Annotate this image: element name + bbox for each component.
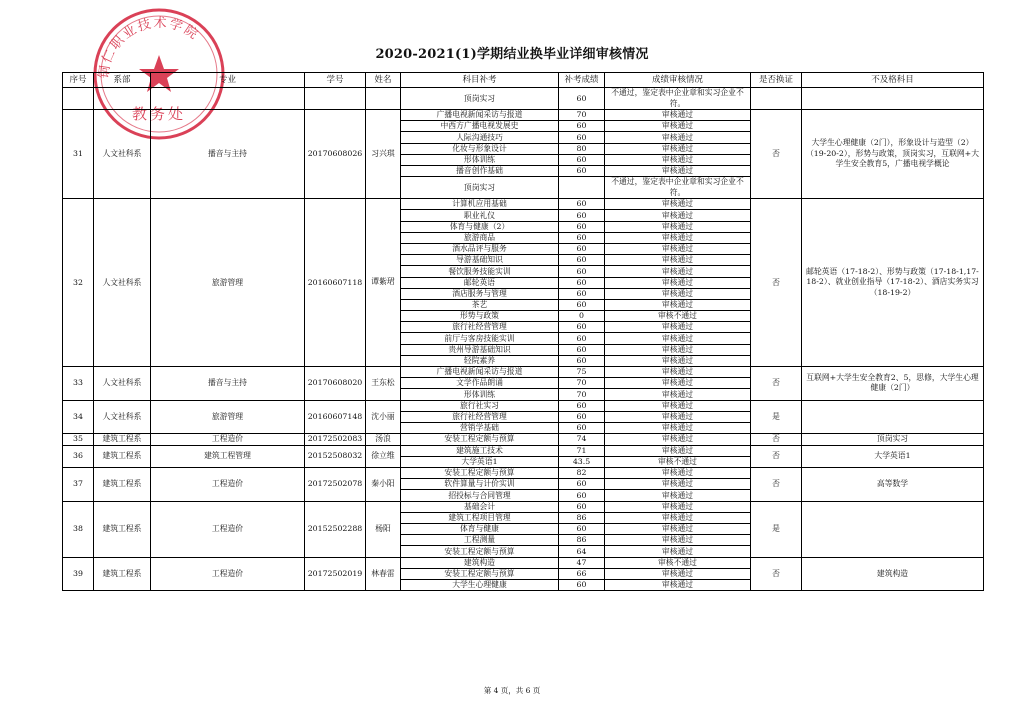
page-footer: 第 4 页，共 6 页 — [483, 686, 541, 695]
cell-score: 80 — [559, 143, 605, 154]
cell-major: 播音与主持 — [151, 367, 305, 401]
cell-subject: 酒水品评与服务 — [401, 243, 559, 254]
cell-review: 审核通过 — [605, 355, 751, 366]
cell-student-id: 20152502288 — [305, 501, 366, 557]
cell-score: 60 — [559, 422, 605, 433]
cell-subject: 计算机应用基础 — [401, 199, 559, 210]
cell-score: 86 — [559, 535, 605, 546]
cell-score: 60 — [559, 400, 605, 411]
cell-score: 60 — [559, 121, 605, 132]
cell-failed-subjects: 大学生心理健康（2门），形象设计与造型（2）（19-20-2），形势与政策，顶岗实习，互联网+大学生安全教育5，广播电视学概论 — [802, 110, 984, 199]
cell-subject: 轻院素养 — [401, 355, 559, 366]
cell-score: 60 — [559, 501, 605, 512]
cell-subject: 体育与健康（2） — [401, 221, 559, 232]
cell-review: 审核通过 — [605, 299, 751, 310]
cell-score: 60 — [559, 411, 605, 422]
cell-score: 60 — [559, 221, 605, 232]
cell-review: 审核通过 — [605, 165, 751, 176]
cell-seq: 35 — [63, 434, 94, 446]
table-row — [63, 199, 984, 210]
cell-failed-subjects — [802, 400, 984, 434]
cell-student-id: 20160607148 — [305, 400, 366, 434]
table-row — [63, 400, 984, 411]
header-failed: 不及格科目 — [802, 73, 984, 88]
svg-text:铜仁职业技术学院: 铜仁职业技术学院 — [96, 15, 202, 80]
cell-major: 工程造价 — [151, 557, 305, 591]
cell-failed-subjects — [802, 501, 984, 557]
cell-subject: 旅行社经营管理 — [401, 411, 559, 422]
cell-major: 播音与主持 — [151, 110, 305, 199]
table-body — [63, 88, 984, 591]
cell-score: 60 — [559, 288, 605, 299]
table-row — [63, 110, 984, 121]
cell-score: 60 — [559, 333, 605, 344]
cell-swap: 否 — [751, 367, 802, 401]
cell-review: 审核通过 — [605, 255, 751, 266]
cell-subject: 大学生心理健康 — [401, 579, 559, 590]
cell-major: 旅游管理 — [151, 199, 305, 367]
cell-student-name: 谭紫珺 — [366, 199, 401, 367]
cell-score: 60 — [559, 299, 605, 310]
table-row — [63, 501, 984, 512]
cell-subject: 体育与健康 — [401, 523, 559, 534]
cell-review: 审核通过 — [605, 277, 751, 288]
cell-review: 审核通过 — [605, 132, 751, 143]
header-swap: 是否换证 — [751, 73, 802, 88]
cell-score: 74 — [559, 434, 605, 446]
cell-score: 60 — [559, 355, 605, 366]
cell-review: 审核通过 — [605, 121, 751, 132]
table-row — [63, 88, 984, 110]
cell-score: 60 — [559, 132, 605, 143]
cell-review: 审核通过 — [605, 154, 751, 165]
cell-review: 审核通过 — [605, 243, 751, 254]
cell-score: 60 — [559, 322, 605, 333]
cell-subject: 化妆与形象设计 — [401, 143, 559, 154]
cell-subject: 餐饮服务技能实训 — [401, 266, 559, 277]
cell-major: 工程造价 — [151, 501, 305, 557]
cell-swap: 是 — [751, 501, 802, 557]
cell-swap — [751, 88, 802, 110]
cell-review: 审核通过 — [605, 490, 751, 501]
cell-review: 审核通过 — [605, 422, 751, 433]
cell-score: 60 — [559, 210, 605, 221]
cell-subject: 招投标与合同管理 — [401, 490, 559, 501]
cell-review: 审核通过 — [605, 210, 751, 221]
cell-major: 旅游管理 — [151, 400, 305, 434]
header-row — [63, 73, 984, 88]
cell-score: 60 — [559, 255, 605, 266]
cell-student-id: 20172502078 — [305, 468, 366, 502]
cell-score: 60 — [559, 154, 605, 165]
header-score: 补考成绩 — [559, 73, 605, 88]
cell-review: 审核通过 — [605, 400, 751, 411]
cell-student-name: 沈小丽 — [366, 400, 401, 434]
cell-student-name: 杨阳 — [366, 501, 401, 557]
cell-subject: 形体训练 — [401, 389, 559, 400]
cell-review: 审核通过 — [605, 468, 751, 479]
cell-student-name: 汤浪 — [366, 434, 401, 446]
cell-score: 60 — [559, 199, 605, 210]
cell-review: 审核通过 — [605, 110, 751, 121]
cell-subject: 基础会计 — [401, 501, 559, 512]
cell-score: 70 — [559, 389, 605, 400]
cell-subject: 前厅与客房技能实训 — [401, 333, 559, 344]
header-dept: 系部 — [94, 73, 151, 88]
cell-score: 60 — [559, 266, 605, 277]
svg-text:教务处: 教务处 — [131, 105, 187, 123]
cell-subject: 工程测量 — [401, 535, 559, 546]
cell-subject: 安装工程定额与预算 — [401, 434, 559, 446]
cell-review: 审核通过 — [605, 221, 751, 232]
cell-score: 60 — [559, 479, 605, 490]
cell-swap: 否 — [751, 557, 802, 591]
cell-seq: 33 — [63, 367, 94, 401]
cell-subject: 安装工程定额与预算 — [401, 468, 559, 479]
cell-subject: 软件算量与计价实训 — [401, 479, 559, 490]
cell-seq: 31 — [63, 110, 94, 199]
cell-seq: 38 — [63, 501, 94, 557]
cell-review: 审核通过 — [605, 445, 751, 456]
cell-dept: 人文社科系 — [94, 199, 151, 367]
cell-swap: 是 — [751, 400, 802, 434]
cell-subject: 形势与政策 — [401, 311, 559, 322]
table-row — [63, 445, 984, 456]
cell-subject: 文学作品朗诵 — [401, 378, 559, 389]
cell-review: 审核通过 — [605, 501, 751, 512]
cell-subject: 酒店服务与管理 — [401, 288, 559, 299]
header-name: 姓名 — [366, 73, 401, 88]
cell-score — [559, 177, 605, 199]
cell-subject: 顶岗实习 — [401, 88, 559, 110]
cell-review: 审核通过 — [605, 568, 751, 579]
cell-student-name: 徐立维 — [366, 445, 401, 467]
cell-dept — [94, 88, 151, 110]
cell-dept: 建筑工程系 — [94, 557, 151, 591]
cell-student-id: 20152508032 — [305, 445, 366, 467]
cell-score: 60 — [559, 277, 605, 288]
cell-subject: 形体训练 — [401, 154, 559, 165]
header-subject: 科目补考 — [401, 73, 559, 88]
cell-seq: 32 — [63, 199, 94, 367]
review-table — [62, 72, 984, 591]
header-review: 成绩审核情况 — [605, 73, 751, 88]
cell-review: 审核不通过 — [605, 456, 751, 467]
cell-score: 47 — [559, 557, 605, 568]
header-major: 专业 — [151, 73, 305, 88]
cell-failed-subjects: 大学英语1 — [802, 445, 984, 467]
cell-review: 审核通过 — [605, 266, 751, 277]
cell-student-id — [305, 88, 366, 110]
cell-seq: 37 — [63, 468, 94, 502]
cell-subject: 导游基础知识 — [401, 255, 559, 266]
cell-review: 审核通过 — [605, 512, 751, 523]
cell-student-name: 秦小阳 — [366, 468, 401, 502]
cell-failed-subjects: 建筑构造 — [802, 557, 984, 591]
cell-subject: 人际沟通技巧 — [401, 132, 559, 143]
cell-review: 审核不通过 — [605, 557, 751, 568]
cell-score: 75 — [559, 367, 605, 378]
table-row — [63, 557, 984, 568]
cell-review: 审核通过 — [605, 199, 751, 210]
cell-major: 建筑工程管理 — [151, 445, 305, 467]
cell-dept: 建筑工程系 — [94, 501, 151, 557]
cell-student-id: 20170608020 — [305, 367, 366, 401]
cell-failed-subjects: 邮轮英语（17-18-2）、形势与政策（17-18-1,17-18-2）、就业创业指导（17-18-2）、酒店实务实习（18-19-2） — [802, 199, 984, 367]
cell-score: 60 — [559, 165, 605, 176]
header-seq: 序号 — [63, 73, 94, 88]
cell-subject: 安装工程定额与预算 — [401, 546, 559, 557]
cell-dept: 人文社科系 — [94, 110, 151, 199]
cell-seq: 36 — [63, 445, 94, 467]
cell-review: 审核通过 — [605, 434, 751, 446]
cell-score: 70 — [559, 110, 605, 121]
cell-student-name: 习兴琪 — [366, 110, 401, 199]
cell-review: 审核通过 — [605, 322, 751, 333]
cell-major: 工程造价 — [151, 468, 305, 502]
cell-subject: 旅游商品 — [401, 232, 559, 243]
cell-review: 审核通过 — [605, 535, 751, 546]
cell-subject: 职业礼仪 — [401, 210, 559, 221]
cell-subject: 广播电视新闻采访与报道 — [401, 367, 559, 378]
cell-review: 审核通过 — [605, 411, 751, 422]
cell-seq — [63, 88, 94, 110]
cell-swap: 否 — [751, 199, 802, 367]
cell-score: 66 — [559, 568, 605, 579]
cell-student-id: 20170608026 — [305, 110, 366, 199]
cell-failed-subjects: 高等数学 — [802, 468, 984, 502]
table-row — [63, 367, 984, 378]
cell-dept: 建筑工程系 — [94, 445, 151, 467]
cell-score: 60 — [559, 523, 605, 534]
cell-swap: 否 — [751, 468, 802, 502]
cell-score: 64 — [559, 546, 605, 557]
cell-student-name — [366, 88, 401, 110]
cell-subject: 大学英语1 — [401, 456, 559, 467]
cell-review: 审核通过 — [605, 232, 751, 243]
cell-student-id: 20172502083 — [305, 434, 366, 446]
cell-subject: 中西方广播电视发展史 — [401, 121, 559, 132]
cell-score: 60 — [559, 88, 605, 110]
cell-subject: 建筑构造 — [401, 557, 559, 568]
cell-review: 审核通过 — [605, 378, 751, 389]
cell-review: 不通过，鉴定表中企业章和实习企业不符。 — [605, 88, 751, 110]
cell-subject: 顶岗实习 — [401, 177, 559, 199]
cell-major: 工程造价 — [151, 434, 305, 446]
cell-review: 审核通过 — [605, 479, 751, 490]
cell-student-id: 20172502019 — [305, 557, 366, 591]
cell-subject: 播音创作基础 — [401, 165, 559, 176]
cell-score: 86 — [559, 512, 605, 523]
cell-score: 0 — [559, 311, 605, 322]
cell-subject: 安装工程定额与预算 — [401, 568, 559, 579]
cell-subject: 邮轮英语 — [401, 277, 559, 288]
cell-review: 不通过，鉴定表中企业章和实习企业不符。 — [605, 177, 751, 199]
cell-student-name: 王东松 — [366, 367, 401, 401]
header-sid: 学号 — [305, 73, 366, 88]
cell-review: 审核不通过 — [605, 311, 751, 322]
cell-major — [151, 88, 305, 110]
cell-review: 审核通过 — [605, 367, 751, 378]
cell-score: 60 — [559, 344, 605, 355]
cell-review: 审核通过 — [605, 546, 751, 557]
cell-student-id: 20160607118 — [305, 199, 366, 367]
cell-swap: 否 — [751, 434, 802, 446]
cell-score: 60 — [559, 232, 605, 243]
cell-review: 审核通过 — [605, 333, 751, 344]
cell-subject: 广播电视新闻采访与报道 — [401, 110, 559, 121]
cell-swap: 否 — [751, 110, 802, 199]
cell-subject: 茶艺 — [401, 299, 559, 310]
cell-subject: 营销学基础 — [401, 422, 559, 433]
cell-seq: 39 — [63, 557, 94, 591]
cell-score: 70 — [559, 378, 605, 389]
cell-score: 60 — [559, 490, 605, 501]
cell-failed-subjects: 互联网+大学生安全教育2、5，思修，大学生心理健康（2门） — [802, 367, 984, 401]
cell-subject: 贵州导游基础知识 — [401, 344, 559, 355]
cell-student-name: 林春雷 — [366, 557, 401, 591]
cell-review: 审核通过 — [605, 288, 751, 299]
cell-swap: 否 — [751, 445, 802, 467]
cell-score: 71 — [559, 445, 605, 456]
cell-subject: 建筑施工技术 — [401, 445, 559, 456]
cell-subject: 建筑工程项目管理 — [401, 512, 559, 523]
cell-dept: 人文社科系 — [94, 367, 151, 401]
cell-failed-subjects: 顶岗实习 — [802, 434, 984, 446]
table-row — [63, 468, 984, 479]
document-title: 2020-2021(1)学期结业换毕业详细审核情况 — [375, 47, 649, 62]
cell-score: 60 — [559, 579, 605, 590]
table-row — [63, 434, 984, 446]
cell-score: 43.5 — [559, 456, 605, 467]
cell-subject: 旅行社实习 — [401, 400, 559, 411]
cell-seq: 34 — [63, 400, 94, 434]
cell-failed-subjects — [802, 88, 984, 110]
cell-review: 审核通过 — [605, 143, 751, 154]
cell-dept: 建筑工程系 — [94, 434, 151, 446]
cell-score: 82 — [559, 468, 605, 479]
cell-review: 审核通过 — [605, 344, 751, 355]
cell-review: 审核通过 — [605, 579, 751, 590]
cell-score: 60 — [559, 243, 605, 254]
cell-dept: 人文社科系 — [94, 400, 151, 434]
cell-subject: 旅行社经营管理 — [401, 322, 559, 333]
cell-review: 审核通过 — [605, 523, 751, 534]
cell-dept: 建筑工程系 — [94, 468, 151, 502]
cell-review: 审核通过 — [605, 389, 751, 400]
